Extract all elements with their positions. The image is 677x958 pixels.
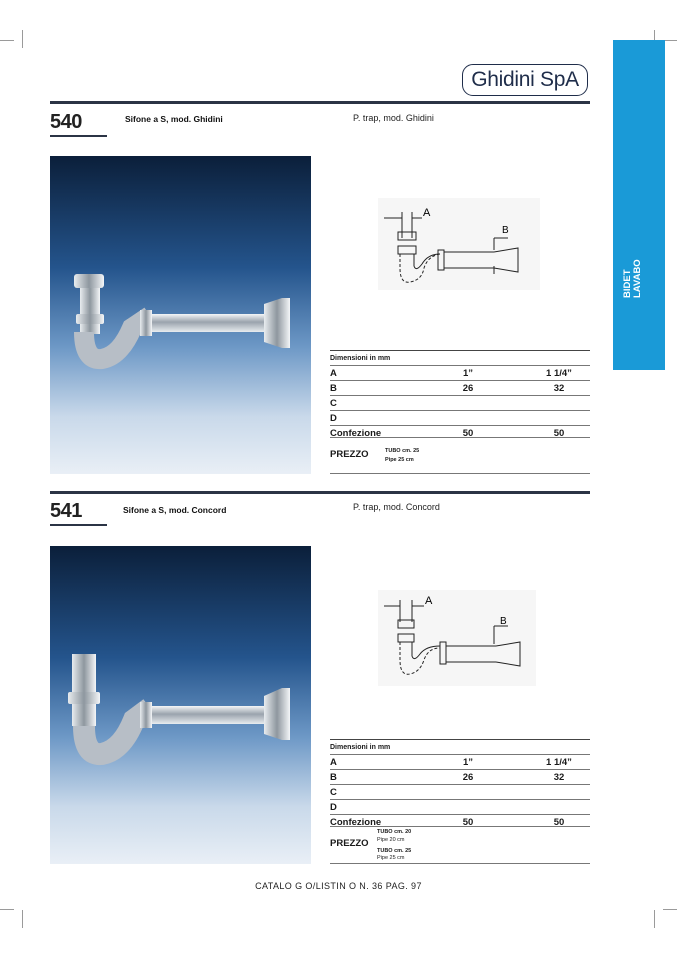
product-title-it: Sifone a S, mod. Ghidini [125,114,223,124]
row-label: D [330,411,408,426]
row-value [408,785,528,800]
crop-mark [654,910,655,928]
row-value: 1 1/4” [528,366,590,381]
price-label: PREZZO [330,449,369,460]
row-value [408,396,528,411]
row-value [528,800,590,815]
table-row [330,785,590,800]
technical-diagram [378,590,536,686]
row-value: 1” [408,366,528,381]
price-label: PREZZO [330,838,369,849]
diagram-label-a: A [423,207,431,219]
table-row [330,381,590,396]
diagram-label-b: B [500,616,507,627]
section-rule [50,491,590,494]
crop-mark [22,910,23,928]
row-value [408,800,528,815]
row-label: C [330,396,408,411]
row-label: A [330,366,408,381]
price-row [330,437,590,474]
product-code: 540 [50,111,82,133]
table-header-row [330,740,590,755]
diagram-label-b: B [502,225,509,236]
product-title-en: P. trap, mod. Ghidini [353,113,434,123]
product-code: 541 [50,500,82,522]
category-label-line2: LAVABO [632,259,643,298]
row-value: 32 [528,381,590,396]
crop-mark [0,40,14,41]
dimensions-table [330,350,590,440]
row-label: D [330,800,408,815]
product-photo [50,546,311,864]
table-header: Dimensioni in mm [330,351,408,366]
table-row [330,770,590,785]
crop-mark [0,909,14,910]
row-value [528,411,590,426]
code-underline [50,524,107,526]
p-trap-image [50,546,311,864]
category-side-tab [613,40,665,370]
row-value: 26 [408,770,528,785]
dimensions-table [330,739,590,829]
row-label: B [330,381,408,396]
price-note-it: TUBO cm. 20 [377,829,412,835]
row-value: 50 [408,426,528,441]
table-row [330,396,590,411]
row-value: 50 [528,815,590,830]
crop-mark [22,30,23,48]
row-value [408,411,528,426]
row-label: Confezione [330,426,408,441]
table-header: Dimensioni in mm [330,740,408,755]
price-note-en: Pipe 25 cm [385,457,414,463]
p-trap-image [50,156,311,474]
price-note-en: Pipe 20 cm [377,837,405,843]
price-note-it: TUBO cm. 25 [385,448,420,454]
code-underline [50,135,107,137]
category-label [623,259,643,298]
row-value [528,785,590,800]
brand-logo: Ghidini SpA [462,64,588,96]
row-value: 50 [528,426,590,441]
table-header-row [330,351,590,366]
table-row [330,411,590,426]
table-row [330,755,590,770]
price-note-en: Pipe 25 cm [377,855,405,861]
diagram-label-a: A [425,595,433,607]
price-row [330,826,590,864]
row-value [528,396,590,411]
table-row [330,800,590,815]
section-rule [50,101,590,104]
page-footer: CATALO G O/LISTIN O N. 36 PAG. 97 [255,881,422,891]
product-title-it: Sifone a S, mod. Concord [123,505,227,515]
product-photo [50,156,311,474]
row-label: Confezione [330,815,408,830]
crop-mark [663,909,677,910]
row-label: A [330,755,408,770]
row-value: 50 [408,815,528,830]
row-label: C [330,785,408,800]
table-row [330,366,590,381]
technical-diagram [378,198,540,290]
category-label-line1: BIDET [622,269,633,298]
crop-mark [663,40,677,41]
row-value: 1” [408,755,528,770]
row-value: 1 1/4” [528,755,590,770]
row-value: 26 [408,381,528,396]
row-value: 32 [528,770,590,785]
product-title-en: P. trap, mod. Concord [353,502,440,512]
price-note-it: TUBO cm. 25 [377,848,412,854]
row-label: B [330,770,408,785]
